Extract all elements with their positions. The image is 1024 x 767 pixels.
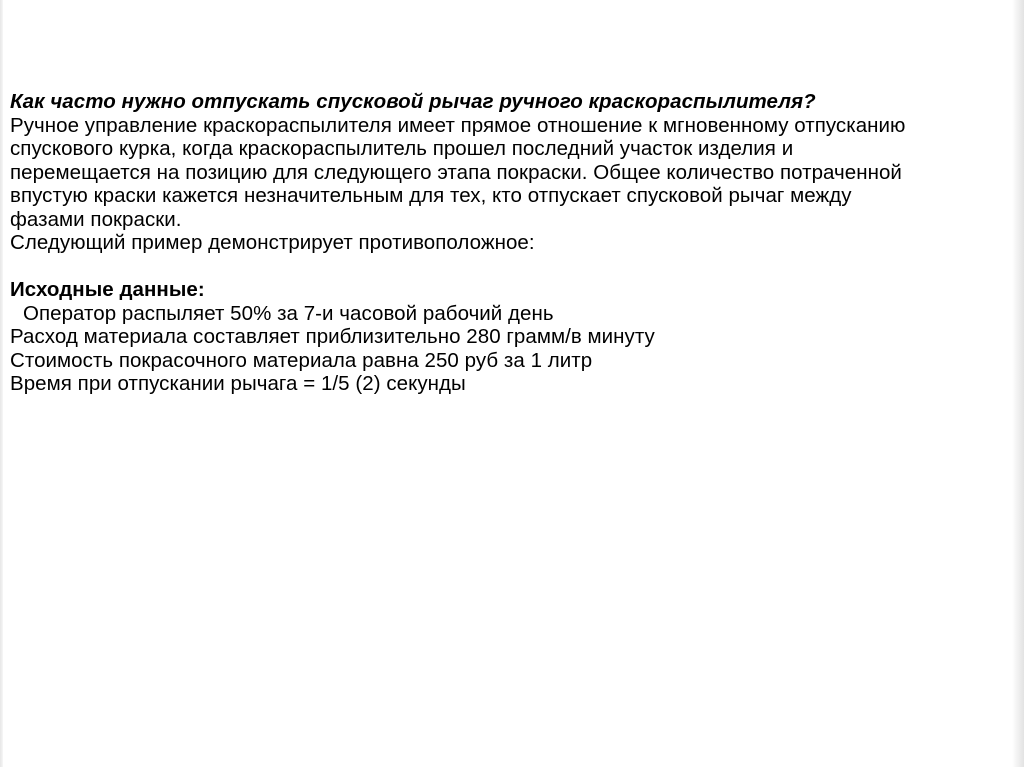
example-intro: Следующий пример демонстрирует противоположное:: [10, 231, 535, 254]
blank-line: [10, 255, 1010, 279]
given-item: Стоимость покрасочного материала равна 250 руб за 1 литр: [10, 348, 593, 372]
given-item: Оператор распыляет 50% за 7-и часовой рабочий день: [23, 301, 554, 325]
paragraph-line: впустую краски кажется незначительным для тех, кто отпускает спусковой рычаг между: [10, 184, 852, 207]
paragraph-line: фазами покраски.: [10, 207, 182, 231]
paragraph-line: спускового курка, когда краскораспылитель прошел последний участок изделия и: [10, 137, 794, 160]
left-page-edge: [0, 0, 3, 767]
paragraph-line: Ручное управление краскораспылителя имеет прямое отношение к мгновенному отпусканию: [10, 113, 906, 137]
given-item: Расход материала составляет приблизительно 280 грамм/в минуту: [10, 325, 655, 348]
given-data-heading: Исходные данные:: [10, 278, 205, 301]
right-page-edge: [1012, 0, 1024, 767]
paragraph-line: перемещается на позицию для следующего этапа покраски. Общее количество потраченной: [10, 160, 902, 184]
question-title: Как часто нужно отпускать спусковой рычаг ручного краскораспылителя?: [10, 90, 816, 113]
slide-content: [10, 90, 1010, 396]
given-item: Время при отпускании рычага = 1/5 (2) секунды: [10, 372, 466, 395]
